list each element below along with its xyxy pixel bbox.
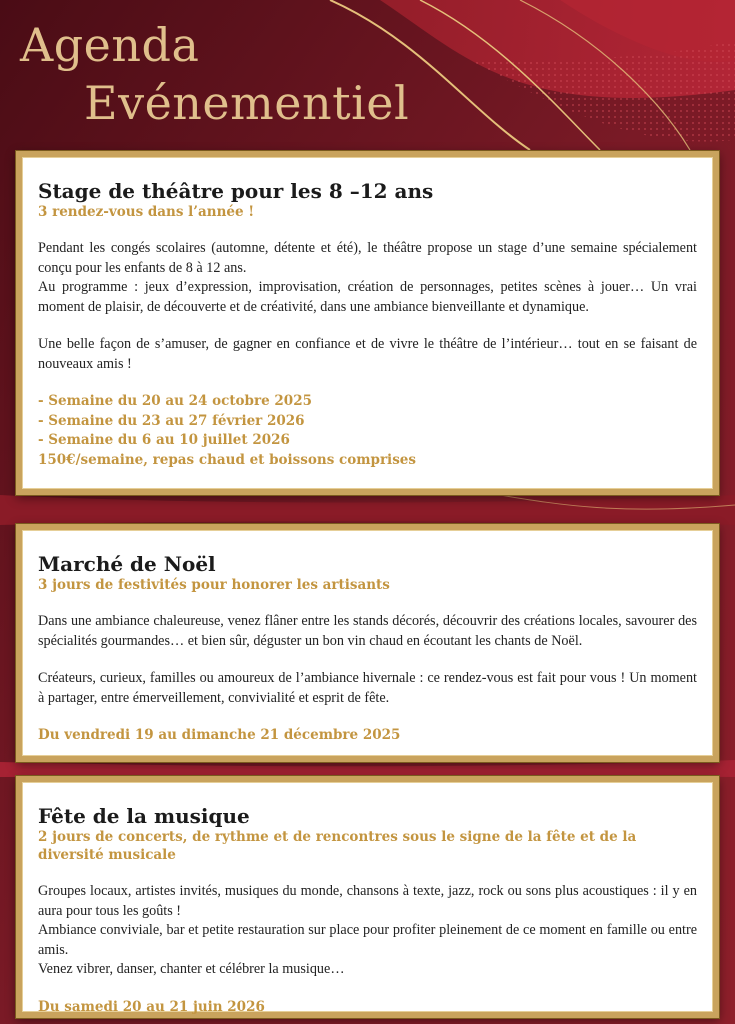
event-price: 150€/semaine, repas chaud et boissons comprises — [38, 451, 416, 468]
page-title-line2: Evénementiel — [84, 76, 410, 130]
event-subtitle: 3 jours de festivités pour honorer les artisants — [38, 577, 390, 593]
event-paragraph: Venez vibrer, danser, chanter et célébrer la musique… — [38, 961, 345, 977]
event-paragraph: Au programme : jeux d’expression, improvisation, création de personnages, petites scènes à jouer… Un vrai moment de plaisir, de découverte et de créativité, dans une ambiance bienveillante et dynamique. — [38, 279, 697, 315]
event-date: - Semaine du 20 au 24 octobre 2025 — [38, 393, 312, 409]
event-details — [38, 726, 697, 746]
event-card-music-festival — [16, 776, 719, 1018]
event-date: - Semaine du 6 au 10 juillet 2026 — [38, 432, 290, 448]
event-subtitle: 2 jours de concerts, de rythme et de rencontres sous le signe de la fête et de la diversité musicale — [38, 829, 637, 863]
event-paragraph: Dans une ambiance chaleureuse, venez flâner entre les stands décorés, découvrir des créations locales, savourer des spécialités gourmandes… et bien sûr, déguster un bon vin chaud en écoutant les chants de Noël. — [38, 613, 697, 649]
event-subtitle: 3 rendez-vous dans l’année ! — [38, 204, 255, 220]
event-paragraph: Ambiance conviviale, bar et petite restauration sur place pour profiter pleinement de ce moment en famille ou entre amis. — [38, 922, 697, 958]
event-title: Fête de la musique — [38, 804, 250, 828]
event-date: - Semaine du 23 au 27 février 2026 — [38, 412, 305, 429]
event-title: Stage de théâtre pour les 8 –12 ans — [38, 179, 434, 203]
event-details — [38, 998, 697, 1018]
event-card-christmas-market — [16, 524, 719, 762]
event-paragraph: Groupes locaux, artistes invités, musiques du monde, chansons à texte, jazz, rock ou sons plus acoustiques : il y en aura pour tous les goûts ! — [38, 883, 697, 919]
event-details — [38, 392, 697, 470]
event-paragraph: Créateurs, curieux, familles ou amoureux de l’ambiance hivernale : ce rendez-vous est fait pour vous ! Un moment à partager, entre émerveillement, convivialité et esprit de fête. — [38, 670, 697, 706]
event-paragraph: Une belle façon de s’amuser, de gagner en confiance et de vivre le théâtre de l’intérieur… tout en se faisant de nouveaux amis ! — [38, 336, 697, 372]
event-paragraph: Pendant les congés scolaires (automne, détente et été), le théâtre propose un stage d’une semaine spécialement conçu pour les enfants de 8 à 12 ans. — [38, 240, 697, 276]
event-card-theatre — [16, 151, 719, 495]
page-title-line1: Agenda — [20, 18, 200, 72]
event-title: Marché de Noël — [38, 552, 216, 576]
event-date: Du vendredi 19 au dimanche 21 décembre 2025 — [38, 727, 401, 743]
event-date: Du samedi 20 au 21 juin 2026 — [38, 998, 265, 1015]
